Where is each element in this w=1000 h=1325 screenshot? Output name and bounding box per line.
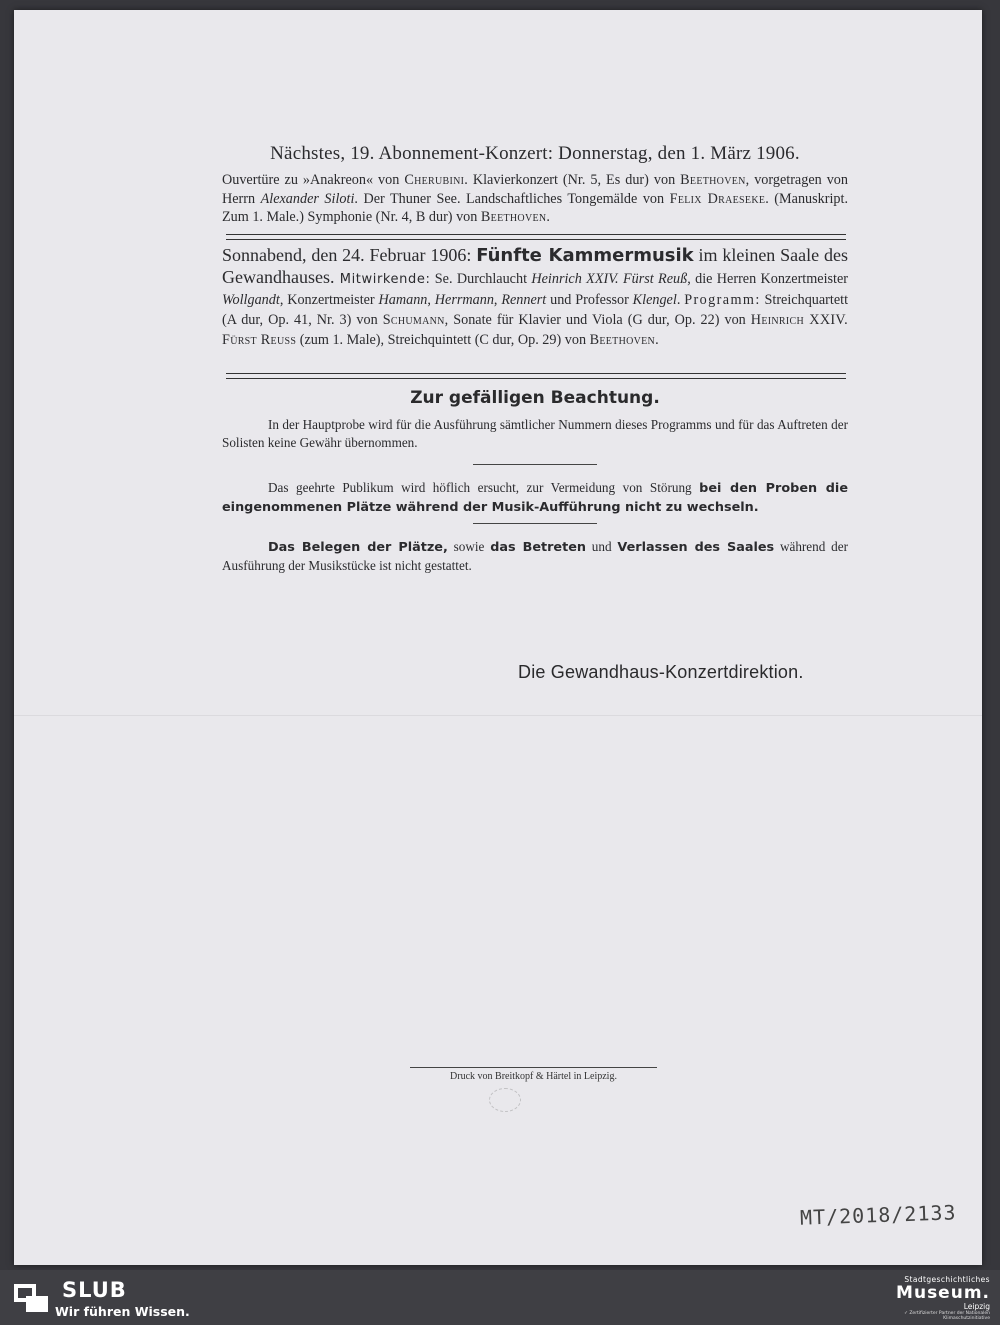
notice-paragraph-entering	[222, 538, 848, 575]
emphasis-text: das Betreten	[490, 540, 587, 555]
participants-label: Mitwirkende:	[339, 272, 431, 287]
text: , Konzertmeister	[279, 292, 379, 308]
chamber-music-text: Sonnabend, den 24. Februar 1906: Fünfte Kammermusik im kleinen Saale des Gewandhauses. Mitwirkende: Se. Durchlaucht Heinrich XXIV. Fürst Reuß, die Herren Konzertmeister Wollgandt, Konzertmeister Hamann, Herrmann, Rennert und Professor Klengel. Programm: Streichquartett (A dur, Op. 41, Nr. 3) von Schumann, Sonate für Klavier und Viola (G dur, Op. 22) von Heinrich XXIV. Fürst Reuss (zum 1. Male), Streichquintett (C dur, Op. 29) von Beethoven.	[222, 245, 849, 348]
text: und	[586, 539, 618, 554]
emphasis-text: Das Belegen der Plätze,	[268, 540, 448, 555]
slub-name: SLUB	[62, 1278, 127, 1302]
notice-title: Zur gefälligen Beachtung.	[410, 388, 660, 408]
composer-name: Beethoven	[680, 172, 746, 188]
double-rule	[226, 373, 846, 379]
composer-name: Beethoven	[480, 209, 547, 225]
double-rule	[226, 234, 846, 240]
performer-name: Wollgandt	[222, 292, 280, 308]
text: und Professor	[546, 292, 633, 308]
chamber-music-section	[222, 245, 848, 350]
text: Streichquartett (A dur, Op. 41, Nr. 3) von	[222, 292, 849, 328]
short-rule	[473, 523, 597, 524]
text: Das geehrte Publikum wird höflich ersucht, zur Vermeidung von Störung	[268, 480, 700, 495]
museum-line: Stadtgeschichtliches	[904, 1275, 990, 1284]
text: .	[676, 292, 685, 308]
text: , vorgetragen von Herrn	[222, 172, 848, 207]
embossed-seal	[489, 1088, 521, 1112]
notice-section	[222, 389, 848, 575]
performer-name: Herrmann	[434, 292, 494, 308]
program-label: Programm:	[684, 292, 761, 308]
notice-paragraph-rehearsal: In der Hauptprobe wird für die Ausführung sämtlicher Nummern dieses Programms und für das Auftreten der Solisten keine Gewähr übernommen.	[222, 417, 848, 450]
composer-name: Schumann	[382, 312, 445, 328]
shelfmark: MT/2018/2133	[799, 1200, 957, 1230]
soloist-name: Alexander Siloti	[260, 190, 355, 207]
emphasis-text: bei den Proben die eingenommenen Plätze während der Musik-Aufführung nicht zu wechseln.	[222, 481, 848, 515]
printer-imprint: Druck von Breitkopf & Härtel in Leipzig.	[410, 1067, 657, 1082]
emphasis-text: Verlassen des Saales	[617, 540, 775, 555]
text: . Klavierkonzert (Nr. 5, Es dur) von	[464, 172, 681, 188]
next-concert-program	[222, 171, 848, 227]
composer-name: Felix Draeseke	[669, 190, 766, 207]
event-venue: im kleinen Saale des Gewandhauses.	[222, 245, 848, 287]
paper-fold	[14, 715, 982, 716]
composer-name: Heinrich XXIV. Fürst Reuss	[222, 312, 848, 348]
performer-name: Heinrich XXIV. Fürst Reuß	[531, 271, 688, 287]
text: während der Ausführung der Musikstücke ist nicht gestattet.	[222, 539, 848, 573]
slub-claim: Wir führen Wissen.	[55, 1304, 190, 1319]
text: .	[655, 332, 659, 348]
text: , Sonate für Klavier und Viola (G dur, Op. 22) von	[444, 312, 751, 328]
text: sowie	[447, 539, 491, 554]
text: (zum 1. Male), Streichquintett (C dur, Op. 29) von	[296, 332, 590, 348]
text: Se. Durchlaucht	[430, 271, 532, 287]
short-rule	[473, 464, 597, 465]
text: . (Manuskript. Zum 1. Male.) Symphonie (Nr. 4, B dur) von	[222, 190, 848, 225]
museum-city: Leipzig	[963, 1302, 990, 1311]
museum-name: Museum.	[896, 1283, 990, 1303]
event-date: Sonnabend, den 24. Februar 1906:	[222, 245, 477, 265]
text: . Der Thuner See. Landschaftliches Tongemälde von	[354, 190, 670, 207]
next-concert-headline: Nächstes, 19. Abonnement-Konzert: Donnerstag, den 1. März 1906.	[270, 143, 800, 164]
next-concert-section	[222, 143, 848, 227]
text: Ouvertüre zu »Anakreon« von	[222, 172, 405, 188]
museum-partner-note: ✓ Zertifizierter Partner der Nationalen Klimaschutzinitiative	[904, 1311, 990, 1321]
text: , die Herren Konzertmeister	[687, 271, 849, 287]
notice-paragraph-seats	[222, 479, 848, 517]
event-title: Fünfte Kammermusik	[476, 245, 694, 266]
footer-bar	[0, 1270, 1000, 1325]
signature: Die Gewandhaus-Konzertdirektion.	[518, 662, 804, 682]
composer-name: Cherubini	[404, 172, 465, 188]
performer-name: Hamann	[378, 292, 428, 308]
slub-logo-icon	[12, 1280, 52, 1316]
text: .	[546, 209, 550, 225]
performer-name: Klengel	[632, 292, 677, 308]
performer-name: Rennert	[501, 292, 547, 308]
composer-name: Beethoven	[589, 332, 656, 348]
museum-logo	[860, 1275, 990, 1321]
